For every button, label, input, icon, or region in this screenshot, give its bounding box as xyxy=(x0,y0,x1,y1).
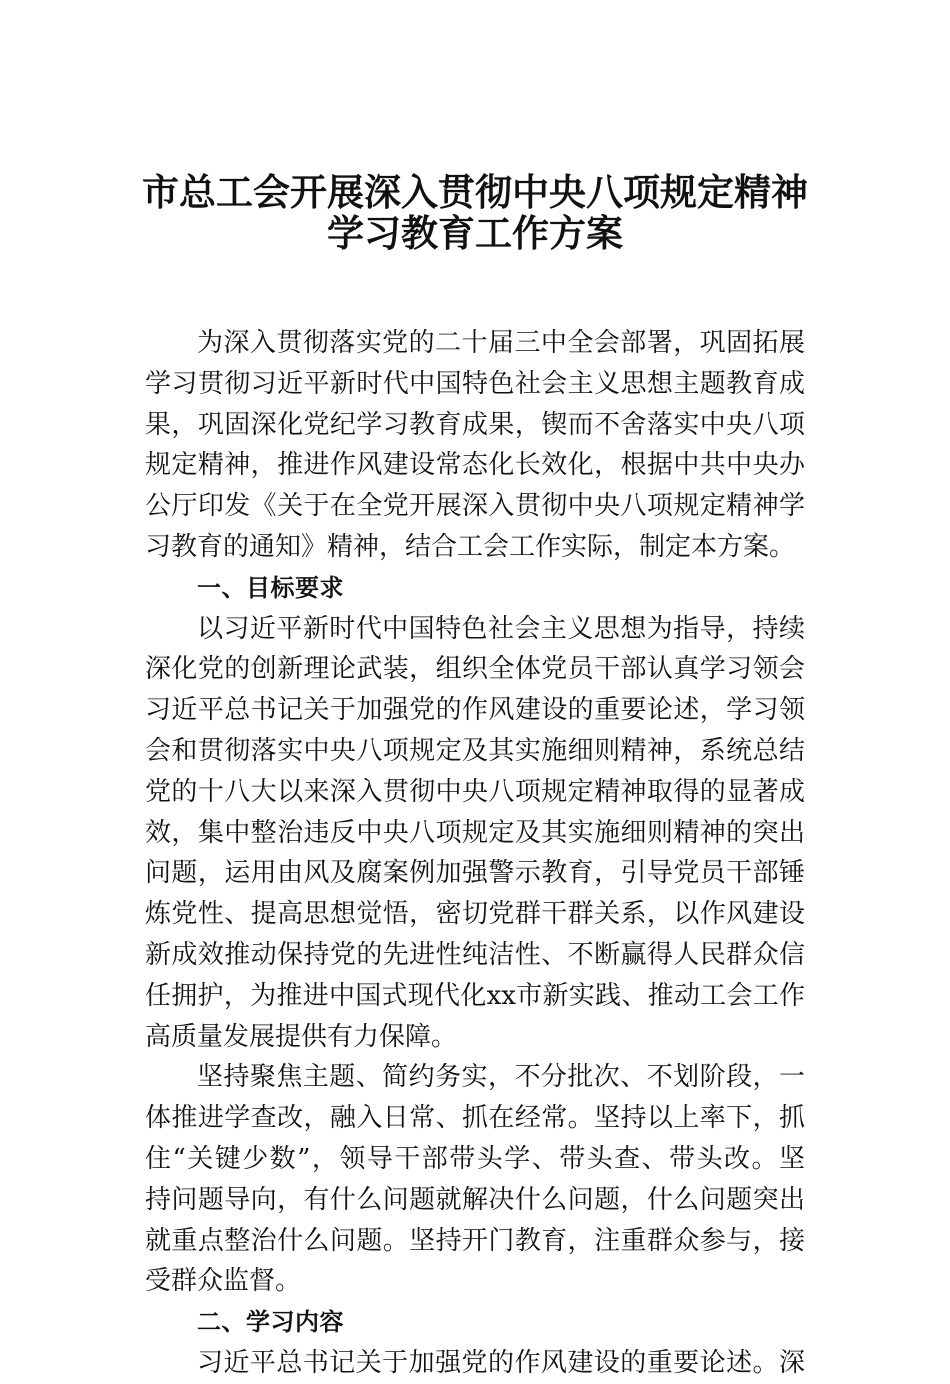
paragraph-line: 公厅印发《关于在全党开展深入贯彻中央八项规定精神学 xyxy=(145,491,805,522)
paragraph-line: 任拥护，为推进中国式现代化xx市新实践、推动工会工作 xyxy=(145,980,805,1011)
paragraph-line: 规定精神，推进作风建设常态化长效化，根据中共中央办 xyxy=(145,450,805,481)
section-heading-content: 二、学习内容 xyxy=(197,1308,344,1337)
paragraph-line: 体推进学查改，融入日常、抓在经常。坚持以上率下，抓 xyxy=(145,1103,805,1134)
paragraph-line: 效，集中整治违反中央八项规定及其实施细则精神的突出 xyxy=(145,817,805,848)
paragraph-line: 坚持聚焦主题、简约务实，不分批次、不划阶段，一 xyxy=(197,1062,805,1093)
paragraph-line: 炼党性、提高思想觉悟，密切党群干群关系，以作风建设 xyxy=(145,899,805,930)
paragraph-line: 果，巩固深化党纪学习教育成果，锲而不舍落实中央八项 xyxy=(145,409,805,440)
paragraph-line: 新成效推动保持党的先进性纯洁性、不断赢得人民群众信 xyxy=(145,939,805,970)
document-title-line-1: 市总工会开展深入贯彻中央八项规定精神 xyxy=(142,170,808,214)
paragraph-line: 就重点整治什么问题。坚持开门教育，注重群众参与，接 xyxy=(145,1225,805,1256)
paragraph-line: 受群众监督。 xyxy=(145,1266,302,1297)
document-title-line-2: 学习教育工作方案 xyxy=(327,211,623,255)
section-heading-goals: 一、目标要求 xyxy=(197,573,344,602)
paragraph-line: 为深入贯彻落实党的二十届三中全会部署，巩固拓展 xyxy=(197,328,805,358)
paragraph-line: 会和贯彻落实中央八项规定及其实施细则精神，系统总结 xyxy=(145,735,805,766)
paragraph-line: 深化党的创新理论武装，组织全体党员干部认真学习领会 xyxy=(145,654,805,685)
paragraph-line: 以习近平新时代中国特色社会主义思想为指导，持续 xyxy=(197,613,805,644)
paragraph-line: 持问题导向，有什么问题就解决什么问题，什么问题突出 xyxy=(145,1184,805,1215)
paragraph-line: 高质量发展提供有力保障。 xyxy=(145,1021,458,1052)
document-body xyxy=(145,323,805,1384)
paragraph-line: 习教育的通知》精神，结合工会工作实际，制定本方案。 xyxy=(145,531,796,562)
paragraph-line: 问题，运用由风及腐案例加强警示教育，引导党员干部锤 xyxy=(145,858,805,889)
paragraph-line: 习近平总书记关于加强党的作风建设的重要论述。深 xyxy=(197,1347,805,1378)
paragraph-line: 学习贯彻习近平新时代中国特色社会主义思想主题教育成 xyxy=(145,368,805,399)
paragraph-line: 党的十八大以来深入贯彻中央八项规定精神取得的显著成 xyxy=(145,776,805,807)
paragraph-line: 住“关键少数”，领导干部带头学、带头查、带头改。坚 xyxy=(145,1143,805,1174)
paragraph-line: 习近平总书记关于加强党的作风建设的重要论述，学习领 xyxy=(145,695,805,726)
